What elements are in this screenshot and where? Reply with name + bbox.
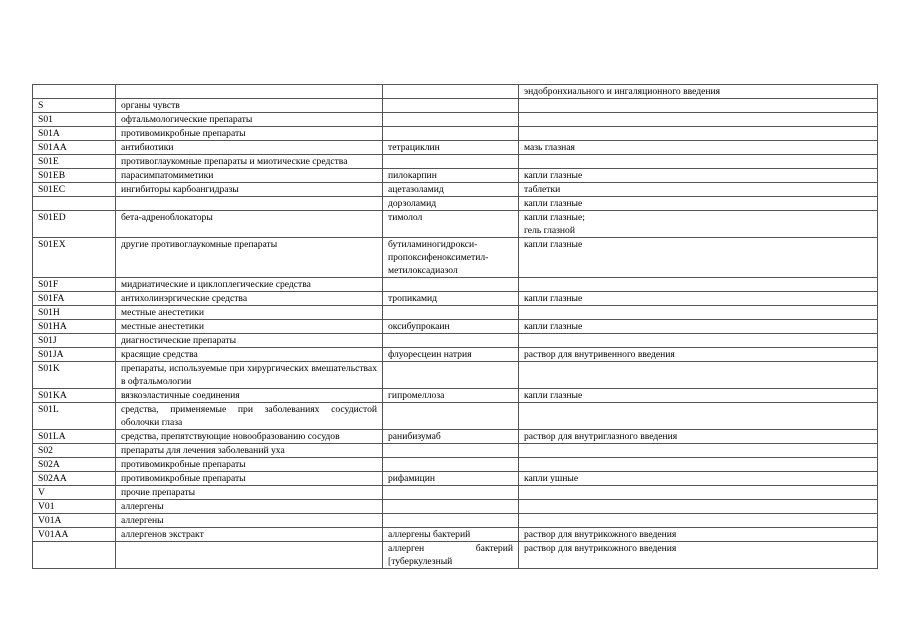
table-row xyxy=(33,403,878,430)
cell-code: S01F xyxy=(33,278,116,292)
cell-drug: дорзоламид xyxy=(383,197,519,211)
cell-group: местные анестетики xyxy=(116,306,383,320)
cell-drug xyxy=(383,403,519,430)
table-row xyxy=(33,113,878,127)
cell-form: раствор для внутриглазного введения xyxy=(519,430,878,444)
cell-code: S01E xyxy=(33,155,116,169)
cell-code: S01A xyxy=(33,127,116,141)
table-row xyxy=(33,528,878,542)
cell-group: аллергенов экстракт xyxy=(116,528,383,542)
cell-drug: гипромеллоза xyxy=(383,389,519,403)
cell-group: препараты для лечения заболеваний уха xyxy=(116,444,383,458)
cell-code: S02A xyxy=(33,458,116,472)
cell-group: мидриатические и циклоплегические средства xyxy=(116,278,383,292)
cell-drug: тропикамид xyxy=(383,292,519,306)
table-row xyxy=(33,458,878,472)
cell-code xyxy=(33,197,116,211)
table-row xyxy=(33,430,878,444)
cell-drug xyxy=(383,486,519,500)
cell-form xyxy=(519,362,878,389)
cell-code: S01J xyxy=(33,334,116,348)
cell-drug: ацетазоламид xyxy=(383,183,519,197)
cell-form: капли глазные xyxy=(519,197,878,211)
table-row xyxy=(33,348,878,362)
table-row xyxy=(33,292,878,306)
cell-drug xyxy=(383,155,519,169)
cell-form xyxy=(519,458,878,472)
cell-group: красящие средства xyxy=(116,348,383,362)
cell-form: капли глазные xyxy=(519,389,878,403)
table-row-continued xyxy=(33,85,878,99)
cell-code: S01FA xyxy=(33,292,116,306)
cell-group: аллергены xyxy=(116,500,383,514)
cell-group: средства, препятствующие новообразованию сосудов xyxy=(116,430,383,444)
cell-group: органы чувств xyxy=(116,99,383,113)
cell-code: S01AA xyxy=(33,141,116,155)
cell-form xyxy=(519,127,878,141)
cell-drug xyxy=(383,278,519,292)
cell-code: S01LA xyxy=(33,430,116,444)
cell-form: капли глазные xyxy=(519,292,878,306)
cell-group xyxy=(116,542,383,569)
cell-form: мазь глазная xyxy=(519,141,878,155)
cell-drug: рифамицин xyxy=(383,472,519,486)
cell-code xyxy=(33,85,116,99)
cell-group: бета-адреноблокаторы xyxy=(116,211,383,238)
cell-code: S01ED xyxy=(33,211,116,238)
cell-drug xyxy=(383,500,519,514)
cell-code: S01JA xyxy=(33,348,116,362)
cell-drug xyxy=(383,113,519,127)
cell-form xyxy=(519,486,878,500)
cell-drug: аллерген бактерий [туберкулезный xyxy=(383,542,519,569)
cell-drug: оксибупрокаин xyxy=(383,320,519,334)
table-row xyxy=(33,306,878,320)
cell-code: S01EC xyxy=(33,183,116,197)
cell-form: капли глазные xyxy=(519,320,878,334)
cell-form xyxy=(519,514,878,528)
table-row xyxy=(33,169,878,183)
cell-group xyxy=(116,85,383,99)
table-row xyxy=(33,238,878,278)
cell-group xyxy=(116,197,383,211)
cell-code: S01 xyxy=(33,113,116,127)
cell-group: офтальмологические препараты xyxy=(116,113,383,127)
cell-code: V01 xyxy=(33,500,116,514)
cell-group: прочие препараты xyxy=(116,486,383,500)
cell-drug: флуоресцеин натрия xyxy=(383,348,519,362)
cell-form: таблетки xyxy=(519,183,878,197)
medication-classification-table xyxy=(32,84,878,569)
cell-drug xyxy=(383,514,519,528)
cell-drug: тимолол xyxy=(383,211,519,238)
cell-group: противомикробные препараты xyxy=(116,472,383,486)
cell-group: местные анестетики xyxy=(116,320,383,334)
cell-group: диагностические препараты xyxy=(116,334,383,348)
cell-code: S01H xyxy=(33,306,116,320)
cell-form xyxy=(519,306,878,320)
cell-form: капли глазные xyxy=(519,169,878,183)
table-row xyxy=(33,278,878,292)
cell-form: капли глазные; гель глазной xyxy=(519,211,878,238)
cell-drug xyxy=(383,458,519,472)
cell-code: S02 xyxy=(33,444,116,458)
cell-code: S01HA xyxy=(33,320,116,334)
cell-drug xyxy=(383,444,519,458)
cell-form xyxy=(519,155,878,169)
cell-form xyxy=(519,403,878,430)
cell-drug xyxy=(383,334,519,348)
table-row xyxy=(33,514,878,528)
cell-drug: тетрациклин xyxy=(383,141,519,155)
cell-code: S01KA xyxy=(33,389,116,403)
cell-drug: ранибизумаб xyxy=(383,430,519,444)
cell-drug xyxy=(383,306,519,320)
cell-code: S xyxy=(33,99,116,113)
table-row xyxy=(33,362,878,389)
table-row xyxy=(33,542,878,569)
cell-code xyxy=(33,542,116,569)
cell-group: аллергены xyxy=(116,514,383,528)
cell-drug: аллергены бактерий xyxy=(383,528,519,542)
table-row xyxy=(33,444,878,458)
table-row xyxy=(33,472,878,486)
cell-code: S01EX xyxy=(33,238,116,278)
table-row xyxy=(33,211,878,238)
table-row xyxy=(33,389,878,403)
cell-group: антихолинэргические средства xyxy=(116,292,383,306)
table-row xyxy=(33,155,878,169)
cell-drug: пилокарпин xyxy=(383,169,519,183)
cell-form: эндобронхиального и ингаляционного введения xyxy=(519,85,878,99)
table-row xyxy=(33,99,878,113)
cell-drug: бутиламиногидрокси- пропоксифеноксиметил- метилоксадиазол xyxy=(383,238,519,278)
cell-drug xyxy=(383,99,519,113)
cell-form: раствор для внутрикожного введения xyxy=(519,542,878,569)
cell-group: противомикробные препараты xyxy=(116,458,383,472)
cell-group: парасимпатомиметики xyxy=(116,169,383,183)
cell-form xyxy=(519,278,878,292)
cell-group: противомикробные препараты xyxy=(116,127,383,141)
cell-drug xyxy=(383,127,519,141)
cell-group: противоглаукомные препараты и миотические средства xyxy=(116,155,383,169)
cell-code: V01AA xyxy=(33,528,116,542)
cell-group: вязкоэластичные соединения xyxy=(116,389,383,403)
cell-drug xyxy=(383,85,519,99)
table-row xyxy=(33,500,878,514)
cell-form: раствор для внутривенного введения xyxy=(519,348,878,362)
cell-code: V xyxy=(33,486,116,500)
cell-group: другие противоглаукомные препараты xyxy=(116,238,383,278)
cell-form: капли глазные xyxy=(519,238,878,278)
table-row xyxy=(33,320,878,334)
cell-form xyxy=(519,500,878,514)
cell-code: V01A xyxy=(33,514,116,528)
cell-form: раствор для внутрикожного введения xyxy=(519,528,878,542)
cell-drug xyxy=(383,362,519,389)
cell-group: средства, применяемые при заболеваниях сосудистой оболочки глаза xyxy=(116,403,383,430)
table-row xyxy=(33,127,878,141)
cell-code: S01EB xyxy=(33,169,116,183)
cell-code: S01K xyxy=(33,362,116,389)
cell-form xyxy=(519,113,878,127)
cell-form xyxy=(519,99,878,113)
cell-group: антибиотики xyxy=(116,141,383,155)
cell-code: S01L xyxy=(33,403,116,430)
cell-form xyxy=(519,444,878,458)
table-row xyxy=(33,334,878,348)
cell-group: ингибиторы карбоангидразы xyxy=(116,183,383,197)
cell-group: препараты, используемые при хирургических вмешательствах в офтальмологии xyxy=(116,362,383,389)
table-row xyxy=(33,183,878,197)
table-row xyxy=(33,486,878,500)
table-row xyxy=(33,141,878,155)
table-row xyxy=(33,197,878,211)
cell-code: S02AA xyxy=(33,472,116,486)
cell-form xyxy=(519,334,878,348)
cell-form: капли ушные xyxy=(519,472,878,486)
